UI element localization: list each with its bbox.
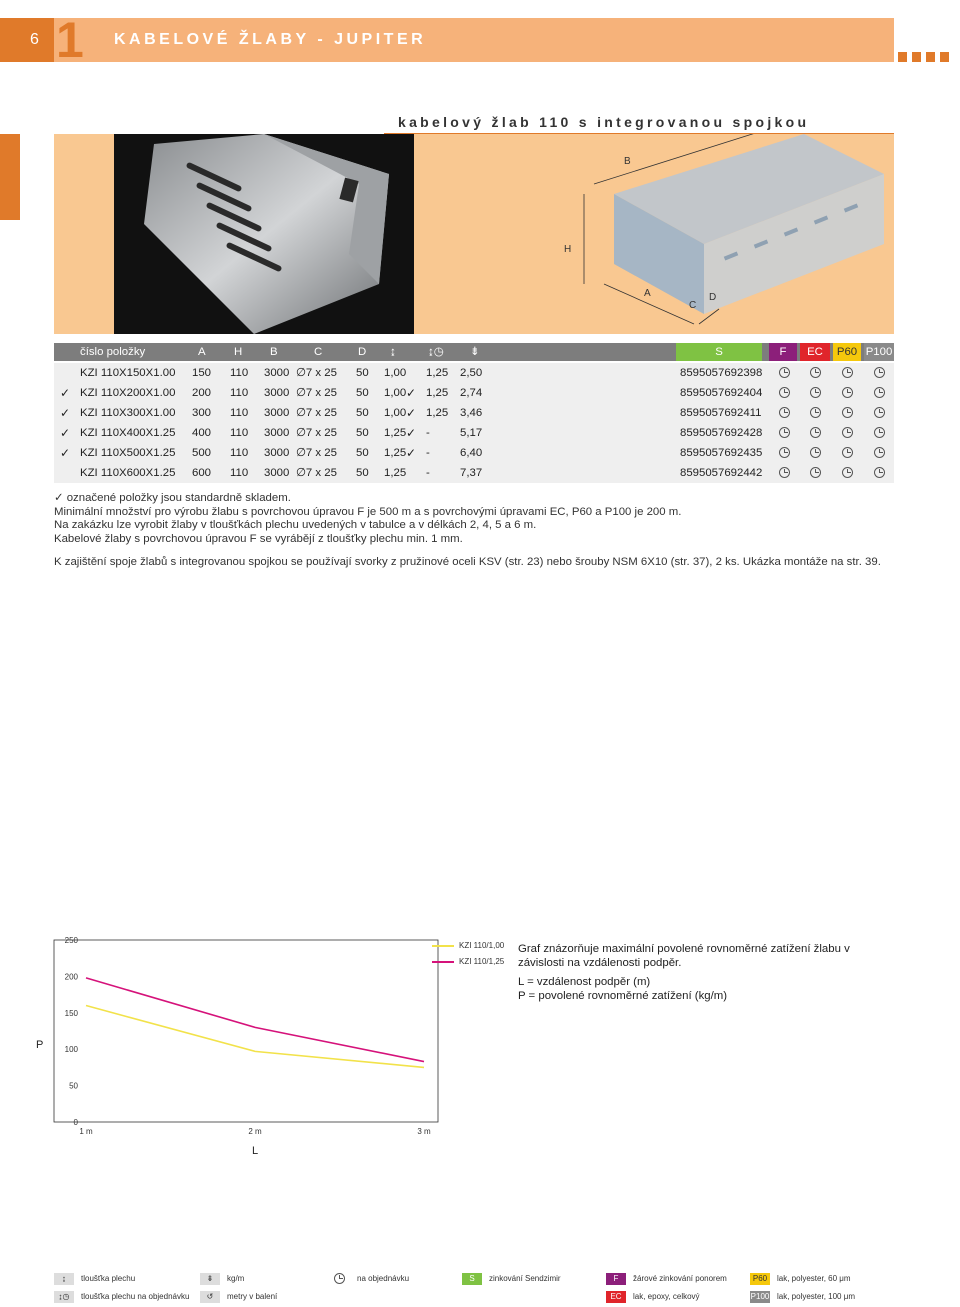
- row-d: 50: [356, 367, 369, 379]
- row-b: 3000: [264, 367, 290, 379]
- col-p100: P100: [864, 343, 894, 361]
- row-thickness: 1,25: [384, 467, 407, 479]
- note-line: K zajištění spoje žlabů s integrovanou spojkou se používají svorky z pružinové oceli KSV (str. 23) nebo šrouby NSM 6X10 (str. 37), 2 ks. Ukázka montáže na str. 39.: [54, 556, 881, 568]
- row-h: 110: [230, 447, 249, 459]
- row-h: 110: [230, 367, 249, 379]
- row-thickness: 1,00: [384, 367, 407, 379]
- page-header: [0, 12, 960, 68]
- header-square: [926, 52, 935, 62]
- legend-text: žárové zinkování ponorem: [633, 1274, 727, 1283]
- chart-desc-p2: L = vzdálenost podpěr (m): [518, 976, 651, 988]
- col-thickness-order: ↨◷: [428, 346, 444, 358]
- row-a: 200: [192, 387, 212, 399]
- row-b: 3000: [264, 447, 290, 459]
- row-thickness-order: 1,25: [426, 407, 449, 419]
- chapter-number: 1: [54, 18, 104, 62]
- row-h: 110: [230, 467, 249, 479]
- row-code: KZI 110X500X1.25: [80, 447, 176, 459]
- row-a: 300: [192, 407, 212, 419]
- legend-text: tloušťka plechu: [81, 1274, 136, 1283]
- col-thickness: ↨: [390, 346, 396, 358]
- clock-icon: [810, 407, 821, 418]
- legend-text: kg/m: [227, 1274, 245, 1283]
- clock-icon: [842, 407, 853, 418]
- row-ean: 8595057692435: [680, 447, 763, 459]
- clock-icon: [779, 367, 790, 378]
- row-ean: 8595057692411: [680, 407, 762, 419]
- notes-block: [54, 492, 894, 570]
- plot-area: [54, 940, 438, 1122]
- legend-text: tloušťka plechu na objednávku: [81, 1292, 190, 1301]
- row-thickness-check: ✓: [406, 406, 417, 420]
- clock-icon: [779, 467, 790, 478]
- page-number: 6: [0, 18, 54, 62]
- row-weight: 2,50: [460, 367, 483, 379]
- load-chart: [34, 928, 444, 1158]
- clock-icon: [842, 387, 853, 398]
- clock-icon: [810, 427, 821, 438]
- col-f: F: [769, 343, 797, 361]
- row-h: 110: [230, 427, 249, 439]
- table-row: [54, 443, 894, 463]
- row-thickness-order: -: [426, 427, 430, 439]
- row-code: KZI 110X200X1.00: [80, 387, 176, 399]
- ec-badge: EC: [606, 1291, 626, 1303]
- table-header: [54, 343, 894, 361]
- clock-icon: [810, 467, 821, 478]
- row-d: 50: [356, 407, 369, 419]
- row-a: 500: [192, 447, 212, 459]
- note-line: Minimální množství pro výrobu žlabu s povrchovou úpravou F je 500 m a s povrchovými úpravami EC, P60 a P100 je 200 m.: [54, 505, 682, 518]
- row-ean: 8595057692428: [680, 427, 763, 439]
- legend-swatch: [432, 961, 454, 963]
- row-b: 3000: [264, 407, 290, 419]
- product-hero: [54, 134, 894, 334]
- clock-icon: [842, 467, 853, 478]
- y-axis-label: P: [36, 1039, 44, 1051]
- row-weight: 7,37: [460, 467, 483, 479]
- product-photo: [114, 134, 414, 334]
- x-tick-label: 1 m: [79, 1127, 93, 1136]
- row-b: 3000: [264, 467, 290, 479]
- row-check: ✓: [60, 426, 71, 440]
- x-axis-label: L: [251, 1145, 259, 1157]
- row-check: ✓: [60, 386, 71, 400]
- clock-icon: [842, 367, 853, 378]
- row-c: ∅7 x 25: [296, 467, 337, 479]
- row-a: 400: [192, 427, 212, 439]
- clock-icon: [810, 447, 821, 458]
- col-ec: EC: [800, 343, 830, 361]
- row-thickness-order: 1,25: [426, 367, 449, 379]
- row-c: ∅7 x 25: [296, 387, 337, 399]
- note-stock: ✓ označené položky jsou standardně skladem.: [54, 492, 291, 504]
- row-code: KZI 110X600X1.25: [80, 467, 176, 479]
- col-h: H: [234, 346, 243, 358]
- pack-icon: ↺: [200, 1291, 220, 1303]
- subtitle-text: kabelový žlab 110 s integrovanou spojkou: [398, 114, 810, 130]
- clock-icon: [874, 387, 885, 398]
- row-thickness-check: ✓: [406, 426, 417, 440]
- clock-icon: [779, 427, 790, 438]
- table-row: [54, 363, 894, 383]
- clock-icon: [779, 447, 790, 458]
- row-code: KZI 110X300X1.00: [80, 407, 176, 419]
- row-d: 50: [356, 467, 369, 479]
- legend-text: lak, polyester, 100 μm: [777, 1292, 855, 1301]
- row-d: 50: [356, 387, 369, 399]
- y-tick-label: 200: [64, 972, 78, 982]
- dim-label-b: B: [624, 156, 631, 167]
- y-tick-label: 250: [64, 936, 78, 945]
- page-title: KABELOVÉ ŽLABY - JUPITER: [104, 18, 894, 62]
- legend-text: metry v balení: [227, 1292, 278, 1301]
- header-square: [940, 52, 949, 62]
- clock-icon: [874, 367, 885, 378]
- thickness-order-icon: ↨◷: [54, 1291, 74, 1303]
- row-h: 110: [230, 387, 249, 399]
- row-c: ∅7 x 25: [296, 367, 337, 379]
- clock-icon: [810, 387, 821, 398]
- row-d: 50: [356, 427, 369, 439]
- table-row: [54, 383, 894, 403]
- x-tick-label: 2 m: [248, 1127, 262, 1136]
- row-weight: 6,40: [460, 447, 483, 459]
- dim-label-a: A: [644, 288, 651, 299]
- row-ean: 8595057692442: [680, 467, 763, 479]
- col-item: číslo položky: [80, 346, 146, 358]
- header-square: [912, 52, 921, 62]
- row-thickness: 1,25: [384, 447, 407, 459]
- row-thickness: 1,00: [384, 407, 407, 419]
- clock-icon: [779, 387, 790, 398]
- p60-badge: P60: [750, 1273, 770, 1285]
- col-a: A: [198, 346, 206, 358]
- legend-label: KZI 110/1,00: [459, 941, 505, 950]
- legend-text: lak, epoxy, celkový: [633, 1292, 700, 1301]
- dim-label-d: D: [709, 292, 717, 303]
- section-subtitle: [384, 114, 894, 134]
- thickness-icon: ↨: [54, 1273, 74, 1285]
- row-ean: 8595057692404: [680, 387, 763, 399]
- row-b: 3000: [264, 387, 290, 399]
- table-row: [54, 423, 894, 443]
- footer-legend: [54, 1271, 894, 1307]
- clock-icon: [842, 427, 853, 438]
- clock-icon: [842, 447, 853, 458]
- row-thickness-check: ✓: [406, 386, 417, 400]
- row-thickness: 1,00: [384, 387, 407, 399]
- header-square: [898, 52, 907, 62]
- f-badge: F: [606, 1273, 626, 1285]
- weight-icon: ⇟: [200, 1273, 220, 1285]
- row-c: ∅7 x 25: [296, 407, 337, 419]
- row-ean: 8595057692398: [680, 367, 763, 379]
- row-thickness-order: 1,25: [426, 387, 449, 399]
- legend-label: KZI 110/1,25: [459, 957, 505, 966]
- y-tick-label: 50: [69, 1081, 78, 1091]
- row-a: 150: [192, 367, 212, 379]
- side-accent-bar: [0, 134, 20, 220]
- clock-icon: [874, 447, 885, 458]
- clock-icon: [874, 407, 885, 418]
- row-weight: 5,17: [460, 427, 483, 439]
- col-c: C: [314, 346, 323, 358]
- clock-icon: [779, 407, 790, 418]
- col-p60: P60: [833, 343, 861, 361]
- chart-desc-p3: P = povolené rovnoměrné zatížení (kg/m): [518, 989, 728, 1002]
- row-check: ✓: [60, 446, 71, 460]
- row-d: 50: [356, 447, 369, 459]
- col-s: S: [676, 343, 762, 361]
- x-tick-label: 3 m: [417, 1127, 431, 1136]
- row-weight: 2,74: [460, 387, 483, 399]
- p100-badge: P100: [750, 1292, 770, 1301]
- legend-text: na objednávku: [357, 1274, 410, 1283]
- col-b: B: [270, 346, 278, 358]
- tray-photo-illustration: [114, 134, 414, 334]
- chart-description: [518, 943, 898, 1009]
- chart-desc-p1: Graf znázorňuje maximální povolené rovnoměrné zatížení žlabu v závislosti na vzdálenosti podpěr.: [518, 943, 850, 969]
- row-check: ✓: [60, 406, 71, 420]
- row-thickness: 1,25: [384, 427, 407, 439]
- row-b: 3000: [264, 427, 290, 439]
- col-weight: ⇟: [470, 346, 480, 358]
- y-tick-label: 100: [64, 1045, 78, 1055]
- legend-swatch: [432, 945, 454, 947]
- row-c: ∅7 x 25: [296, 447, 337, 459]
- col-d: D: [358, 346, 367, 358]
- row-thickness-order: -: [426, 447, 430, 459]
- table-row: [54, 463, 894, 483]
- note-line: Na zakázku lze vyrobit žlaby v tloušťkách plechu uvedených v tabulce a v délkách 2, 4, 5 a 6 m.: [54, 519, 537, 531]
- note-line: Kabelové žlaby s povrchovou úpravou F se vyrábějí z tloušťky plechu min. 1 mm.: [54, 532, 463, 545]
- row-h: 110: [230, 407, 249, 419]
- dim-label-c: C: [689, 300, 697, 311]
- legend-text: zinkování Sendzimir: [489, 1274, 561, 1283]
- row-c: ∅7 x 25: [296, 427, 337, 439]
- clock-icon: [810, 367, 821, 378]
- legend-text: lak, polyester, 60 μm: [777, 1274, 851, 1283]
- clock-icon: [874, 427, 885, 438]
- clock-icon: [874, 467, 885, 478]
- clock-icon: [330, 1273, 350, 1285]
- row-weight: 3,46: [460, 407, 483, 419]
- tray-dimension-diagram: [474, 134, 894, 334]
- s-badge: S: [462, 1273, 482, 1285]
- row-a: 600: [192, 467, 212, 479]
- row-thickness-check: ✓: [406, 446, 417, 460]
- y-tick-label: 150: [64, 1008, 78, 1018]
- table-row: [54, 403, 894, 423]
- row-code: KZI 110X150X1.00: [80, 367, 176, 379]
- dim-label-h: H: [564, 244, 572, 255]
- row-code: KZI 110X400X1.25: [80, 427, 176, 439]
- y-tick-label: 0: [73, 1118, 78, 1127]
- row-thickness-order: -: [426, 467, 430, 479]
